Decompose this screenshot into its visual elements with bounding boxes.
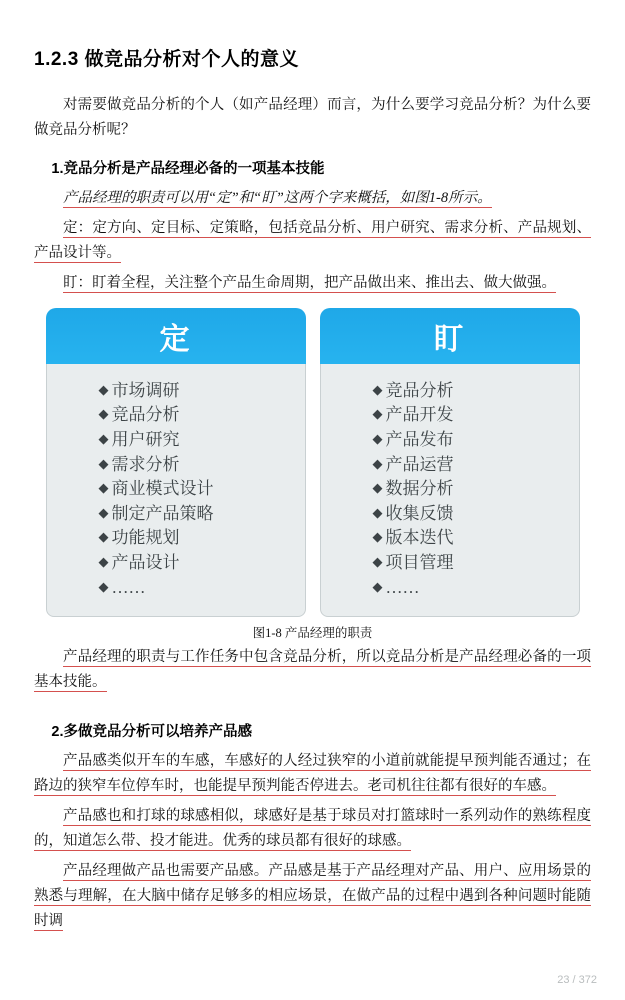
figure-column-body bbox=[46, 348, 306, 618]
figure-column-header: 盯 bbox=[320, 308, 580, 364]
list-item bbox=[373, 526, 579, 551]
list-item bbox=[373, 379, 579, 404]
diamond-bullet-icon: ◆ bbox=[98, 504, 109, 520]
subsection-2-title: 2.多做竞品分析可以培养产品感 bbox=[51, 724, 252, 741]
diamond-bullet-icon: ◆ bbox=[372, 381, 383, 397]
subsection-1-paragraph-after-figure: 产品经理的职责与工作任务中包含竞品分析，所以竞品分析是产品经理必备的一项基本技能。 bbox=[34, 649, 591, 691]
subsection-1-paragraph-2: 定：定方向、定目标、定策略，包括竞品分析、用户研究、需求分析、产品规划、产品设计等。 bbox=[34, 219, 591, 261]
list-item bbox=[373, 477, 579, 502]
list-item bbox=[99, 428, 305, 453]
figure-item-list bbox=[47, 379, 305, 601]
list-item bbox=[99, 551, 305, 576]
subsection-1-paragraph-1: 产品经理的职责可以用“定”和“盯”这两个字来概括，如图1-8所示。 bbox=[63, 189, 492, 206]
page-title: 1.2.3 做竞品分析对个人的意义 bbox=[34, 49, 300, 70]
diamond-bullet-icon: ◆ bbox=[372, 578, 383, 594]
list-item-label: 制定产品策略 bbox=[111, 503, 214, 523]
diamond-bullet-icon: ◆ bbox=[372, 504, 383, 520]
list-item bbox=[373, 428, 579, 453]
list-item bbox=[373, 551, 579, 576]
list-item-label: 收集反馈 bbox=[385, 503, 454, 523]
subsection-2-paragraph-3: 产品经理做产品也需要产品感。产品感是基于产品经理对产品、用户、应用场景的熟悉与理解，在大脑中储存足够多的相应场景，在做产品的过程中遇到各种问题时能随时调 bbox=[34, 863, 591, 929]
diamond-bullet-icon: ◆ bbox=[372, 480, 383, 496]
list-item bbox=[373, 576, 579, 601]
diamond-bullet-icon: ◆ bbox=[372, 406, 383, 422]
subsection-1-title: 1.竞品分析是产品经理必备的一项基本技能 bbox=[51, 160, 325, 177]
list-item bbox=[99, 403, 305, 428]
list-item-label: 产品运营 bbox=[385, 454, 454, 474]
figure-column-ding2 bbox=[320, 308, 580, 618]
list-item-label: 竞品分析 bbox=[111, 405, 180, 425]
list-item bbox=[99, 526, 305, 551]
list-item-label: 项目管理 bbox=[385, 553, 454, 573]
diamond-bullet-icon: ◆ bbox=[98, 455, 109, 471]
diamond-bullet-icon: ◆ bbox=[372, 455, 383, 471]
list-item-label: 产品开发 bbox=[385, 405, 454, 425]
diamond-bullet-icon: ◆ bbox=[372, 529, 383, 545]
list-item-label: 商业模式设计 bbox=[111, 479, 214, 499]
diamond-bullet-icon: ◆ bbox=[98, 430, 109, 446]
list-item bbox=[99, 379, 305, 404]
figure-caption: 图1-8 产品经理的职责 bbox=[252, 626, 373, 641]
list-item-label: 需求分析 bbox=[111, 454, 180, 474]
list-item-label: …… bbox=[111, 577, 146, 597]
diamond-bullet-icon: ◆ bbox=[98, 578, 109, 594]
list-item bbox=[99, 477, 305, 502]
list-item-label: 用户研究 bbox=[111, 429, 180, 449]
list-item bbox=[99, 502, 305, 527]
subsection-2-paragraph-1: 产品感类似开车的车感，车感好的人经过狭窄的小道前就能提早预判能否通过；在路边的狭窄车位停车时，也能提早预判能否停进去。老司机往往都有很好的车感。 bbox=[34, 753, 591, 795]
list-item-label: 竞品分析 bbox=[385, 380, 454, 400]
list-item-label: …… bbox=[385, 577, 420, 597]
page-number: 23 / 372 bbox=[557, 974, 597, 986]
figure-column-header: 定 bbox=[46, 308, 306, 364]
list-item bbox=[373, 502, 579, 527]
figure-column-ding1 bbox=[46, 308, 306, 618]
diamond-bullet-icon: ◆ bbox=[98, 406, 109, 422]
list-item-label: 产品发布 bbox=[385, 429, 454, 449]
figure-item-list bbox=[321, 379, 579, 601]
list-item-label: 数据分析 bbox=[385, 479, 454, 499]
list-item bbox=[99, 453, 305, 478]
list-item-label: 产品设计 bbox=[111, 553, 180, 573]
diamond-bullet-icon: ◆ bbox=[98, 480, 109, 496]
subsection-2-paragraph-2: 产品感也和打球的球感相似，球感好是基于球员对打篮球时一系列动作的熟练程度的，知道怎么带、投才能进。优秀的球员都有很好的球感。 bbox=[34, 808, 591, 850]
figure-column-body bbox=[320, 348, 580, 618]
intro-paragraph: 对需要做竞品分析的个人（如产品经理）而言，为什么要学习竞品分析？为什么要做竞品分析呢？ bbox=[34, 97, 591, 138]
list-item bbox=[99, 576, 305, 601]
diamond-bullet-icon: ◆ bbox=[98, 529, 109, 545]
list-item-label: 市场调研 bbox=[111, 380, 180, 400]
list-item-label: 功能规划 bbox=[111, 528, 180, 548]
diamond-bullet-icon: ◆ bbox=[372, 430, 383, 446]
subsection-1-paragraph-3: 盯：盯着全程，关注整个产品生命周期，把产品做出来、推出去、做大做强。 bbox=[63, 274, 556, 291]
diamond-bullet-icon: ◆ bbox=[98, 554, 109, 570]
list-item bbox=[373, 453, 579, 478]
list-item-label: 版本迭代 bbox=[385, 528, 454, 548]
diamond-bullet-icon: ◆ bbox=[98, 381, 109, 397]
diamond-bullet-icon: ◆ bbox=[372, 554, 383, 570]
figure-product-manager-duties bbox=[34, 308, 591, 618]
list-item bbox=[373, 403, 579, 428]
